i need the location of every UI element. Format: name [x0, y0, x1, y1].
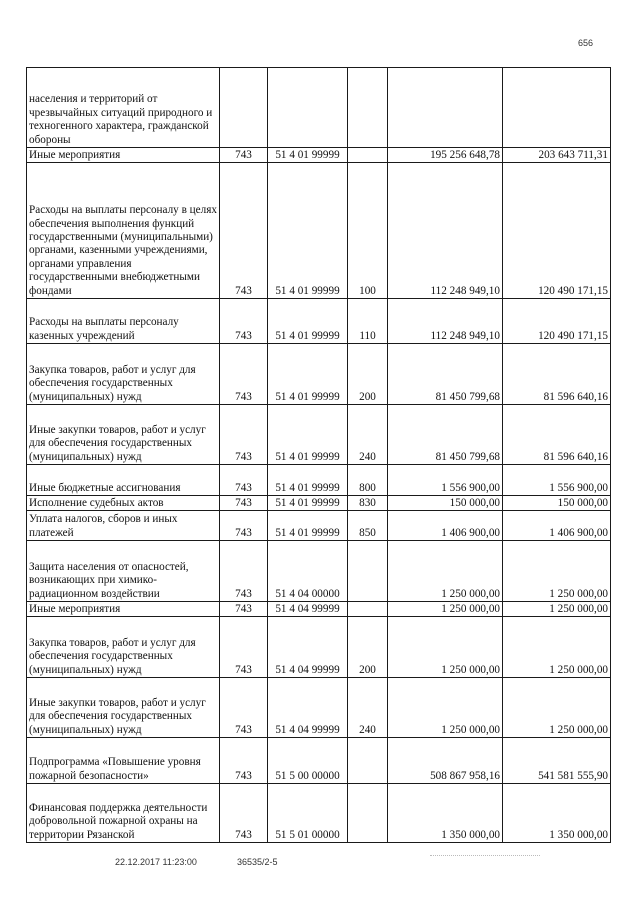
row-csr-code: [268, 68, 348, 148]
table-row: [27, 163, 611, 299]
row-csr-code: 51 4 04 99999: [268, 602, 348, 617]
row-vr-code: [348, 148, 388, 163]
row-amount-year-1: 81 450 799,68: [388, 344, 503, 405]
row-grbs-code: 743: [220, 678, 268, 738]
row-grbs-code: [220, 68, 268, 148]
row-amount-year-1: 508 867 958,16: [388, 738, 503, 784]
row-vr-code: 200: [348, 344, 388, 405]
row-name: Иные бюджетные ассигнования: [27, 465, 220, 496]
row-amount-year-2: 203 643 711,31: [503, 148, 611, 163]
row-grbs-code: 743: [220, 405, 268, 465]
table-row: [27, 405, 611, 465]
row-name: Закупка товаров, работ и услуг для обеспечения государственных (муниципальных) нужд: [27, 617, 220, 678]
row-amount-year-2: 1 250 000,00: [503, 602, 611, 617]
row-grbs-code: 743: [220, 163, 268, 299]
row-amount-year-1: 1 350 000,00: [388, 784, 503, 843]
row-amount-year-1: 150 000,00: [388, 496, 503, 511]
row-amount-year-1: 112 248 949,10: [388, 299, 503, 344]
row-csr-code: 51 4 01 99999: [268, 163, 348, 299]
row-name: Подпрограмма «Повышение уровня пожарной безопасности»: [27, 738, 220, 784]
row-amount-year-2: 1 250 000,00: [503, 541, 611, 602]
row-vr-code: 200: [348, 617, 388, 678]
table-row: [27, 602, 611, 617]
row-amount-year-2: 81 596 640,16: [503, 344, 611, 405]
row-vr-code: [348, 784, 388, 843]
row-name: населения и территорий от чрезвычайных ситуаций природного и техногенного характера, гражданской обороны: [27, 68, 220, 148]
table-row: [27, 68, 611, 148]
footer-doc-code: 36535/2-5: [237, 857, 278, 867]
row-name: Иные мероприятия: [27, 602, 220, 617]
budget-table-body: [27, 68, 611, 843]
row-name: Расходы на выплаты персоналу в целях обеспечения выполнения функций государственными (муниципальными) органами, казенными учреждениями, органами управления государственными внебюджетными фондами: [27, 163, 220, 299]
row-amount-year-2: 120 490 171,15: [503, 299, 611, 344]
row-grbs-code: 743: [220, 148, 268, 163]
row-csr-code: 51 4 01 99999: [268, 405, 348, 465]
row-grbs-code: 743: [220, 784, 268, 843]
table-row: [27, 344, 611, 405]
table-row: [27, 496, 611, 511]
budget-table: [26, 67, 611, 843]
row-vr-code: 830: [348, 496, 388, 511]
row-name: Защита населения от опасностей, возникающих при химико-радиационном воздействии: [27, 541, 220, 602]
row-amount-year-1: 112 248 949,10: [388, 163, 503, 299]
row-amount-year-1: 1 250 000,00: [388, 602, 503, 617]
row-amount-year-1: 1 556 900,00: [388, 465, 503, 496]
row-name: Закупка товаров, работ и услуг для обеспечения государственных (муниципальных) нужд: [27, 344, 220, 405]
row-amount-year-2: 120 490 171,15: [503, 163, 611, 299]
row-csr-code: 51 4 01 99999: [268, 148, 348, 163]
row-amount-year-2: 1 250 000,00: [503, 617, 611, 678]
row-csr-code: 51 4 04 99999: [268, 617, 348, 678]
row-vr-code: 100: [348, 163, 388, 299]
row-vr-code: 850: [348, 511, 388, 541]
row-csr-code: 51 4 04 00000: [268, 541, 348, 602]
row-amount-year-1: 1 250 000,00: [388, 678, 503, 738]
page-number: 656: [578, 38, 594, 48]
table-row: [27, 678, 611, 738]
row-csr-code: 51 4 04 99999: [268, 678, 348, 738]
row-amount-year-2: 1 250 000,00: [503, 678, 611, 738]
table-row: [27, 738, 611, 784]
row-amount-year-1: 1 406 900,00: [388, 511, 503, 541]
footer-date: 22.12.2017 11:23:00: [115, 857, 197, 867]
row-vr-code: [348, 738, 388, 784]
table-row: [27, 148, 611, 163]
row-vr-code: 800: [348, 465, 388, 496]
row-vr-code: [348, 541, 388, 602]
row-vr-code: [348, 602, 388, 617]
row-name: Уплата налогов, сборов и иных платежей: [27, 511, 220, 541]
row-name: Иные закупки товаров, работ и услуг для обеспечения государственных (муниципальных) нужд: [27, 405, 220, 465]
row-name: Финансовая поддержка деятельности добровольной пожарной охраны на территории Рязанской: [27, 784, 220, 843]
row-csr-code: 51 5 00 00000: [268, 738, 348, 784]
row-csr-code: 51 4 01 99999: [268, 496, 348, 511]
row-csr-code: 51 4 01 99999: [268, 299, 348, 344]
row-grbs-code: 743: [220, 617, 268, 678]
table-row: [27, 617, 611, 678]
row-amount-year-2: 1 556 900,00: [503, 465, 611, 496]
table-row: [27, 784, 611, 843]
row-grbs-code: 743: [220, 738, 268, 784]
row-name: Исполнение судебных актов: [27, 496, 220, 511]
row-amount-year-1: 1 250 000,00: [388, 617, 503, 678]
row-amount-year-2: 81 596 640,16: [503, 405, 611, 465]
row-name: Иные закупки товаров, работ и услуг для обеспечения государственных (муниципальных) нужд: [27, 678, 220, 738]
row-name: Иные мероприятия: [27, 148, 220, 163]
row-amount-year-1: 81 450 799,68: [388, 405, 503, 465]
row-vr-code: [348, 68, 388, 148]
row-grbs-code: 743: [220, 299, 268, 344]
row-grbs-code: 743: [220, 344, 268, 405]
table-row: [27, 465, 611, 496]
table-row: [27, 541, 611, 602]
row-grbs-code: 743: [220, 602, 268, 617]
row-amount-year-2: 1 406 900,00: [503, 511, 611, 541]
row-name: Расходы на выплаты персоналу казенных учреждений: [27, 299, 220, 344]
row-amount-year-1: [388, 68, 503, 148]
row-amount-year-2: 1 350 000,00: [503, 784, 611, 843]
row-grbs-code: 743: [220, 541, 268, 602]
row-vr-code: 240: [348, 405, 388, 465]
table-row: [27, 511, 611, 541]
row-csr-code: 51 5 01 00000: [268, 784, 348, 843]
row-vr-code: 110: [348, 299, 388, 344]
row-amount-year-1: 1 250 000,00: [388, 541, 503, 602]
row-amount-year-1: 195 256 648,78: [388, 148, 503, 163]
row-amount-year-2: 541 581 555,90: [503, 738, 611, 784]
row-csr-code: 51 4 01 99999: [268, 465, 348, 496]
row-csr-code: 51 4 01 99999: [268, 511, 348, 541]
row-grbs-code: 743: [220, 511, 268, 541]
row-grbs-code: 743: [220, 465, 268, 496]
row-amount-year-2: [503, 68, 611, 148]
row-grbs-code: 743: [220, 496, 268, 511]
row-vr-code: 240: [348, 678, 388, 738]
row-amount-year-2: 150 000,00: [503, 496, 611, 511]
row-csr-code: 51 4 01 99999: [268, 344, 348, 405]
faint-stamp-mark: [430, 855, 540, 859]
table-row: [27, 299, 611, 344]
